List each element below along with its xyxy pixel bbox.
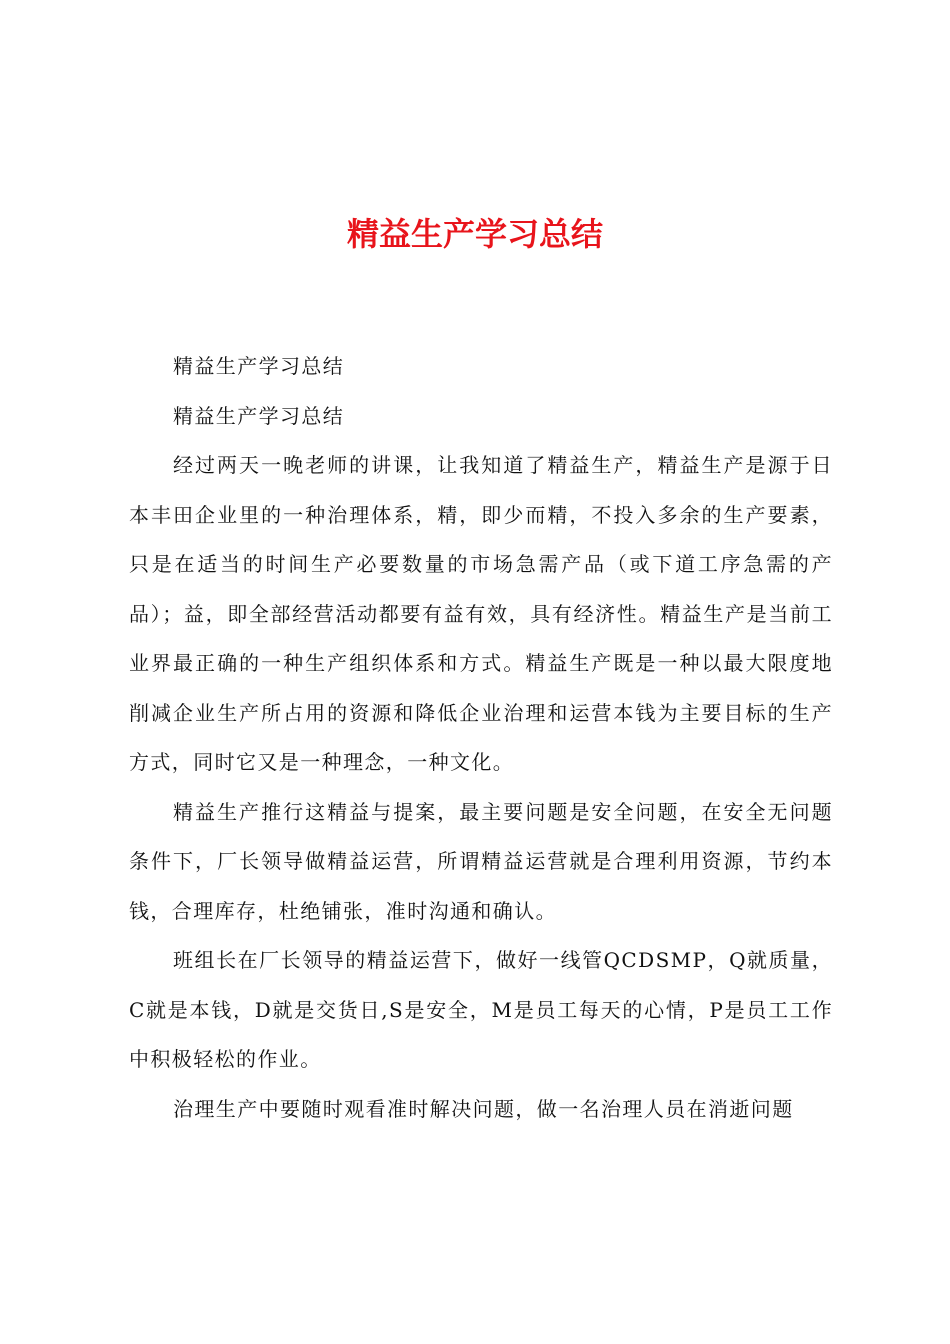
paragraph-subtitle-1: 精益生产学习总结 — [173, 354, 345, 378]
paragraph-intro: 经过两天一晚老师的讲课，让我知道了精益生产，精益生产是源于日本丰田企业里的一种治理体系，精，即少而精，不投入多余的生产要素，只是在适当的时间生产必要数量的市场急需产品（或下道工序急需的产品）；益，即全部经营活动都要有益有效，具有经济性。精益生产是当前工业界最正确的一种生产组织体系和方式。精益生产既是一种以最大限度地削减企业生产所占用的资源和降低企业治理和运营本钱为主要目标的生产方式，同时它又是一种理念，一种文化。 — [129, 453, 833, 774]
document-title: 精益生产学习总结 — [346, 215, 603, 253]
paragraph-subtitle-2: 精益生产学习总结 — [173, 403, 345, 428]
document-body — [129, 342, 833, 1134]
paragraph-management: 治理生产中要随时观看准时解决问题，做一名治理人员在消逝问题 — [173, 1096, 794, 1121]
paragraph-safety: 精益生产推行这精益与提案，最主要问题是安全问题，在安全无问题条件下，厂长领导做精益运营，所谓精益运营就是合理利用资源，节约本钱，合理库存，杜绝铺张，准时沟通和确认。 — [129, 799, 833, 923]
paragraph-qcdsmp: 班组长在厂长领导的精益运营下，做好一线管QCDSMP，Q就质量，C就是本钱，D就是交货日,S是安全，M是员工每天的心情，P是员工工作中积极轻松的作业。 — [129, 948, 833, 1071]
